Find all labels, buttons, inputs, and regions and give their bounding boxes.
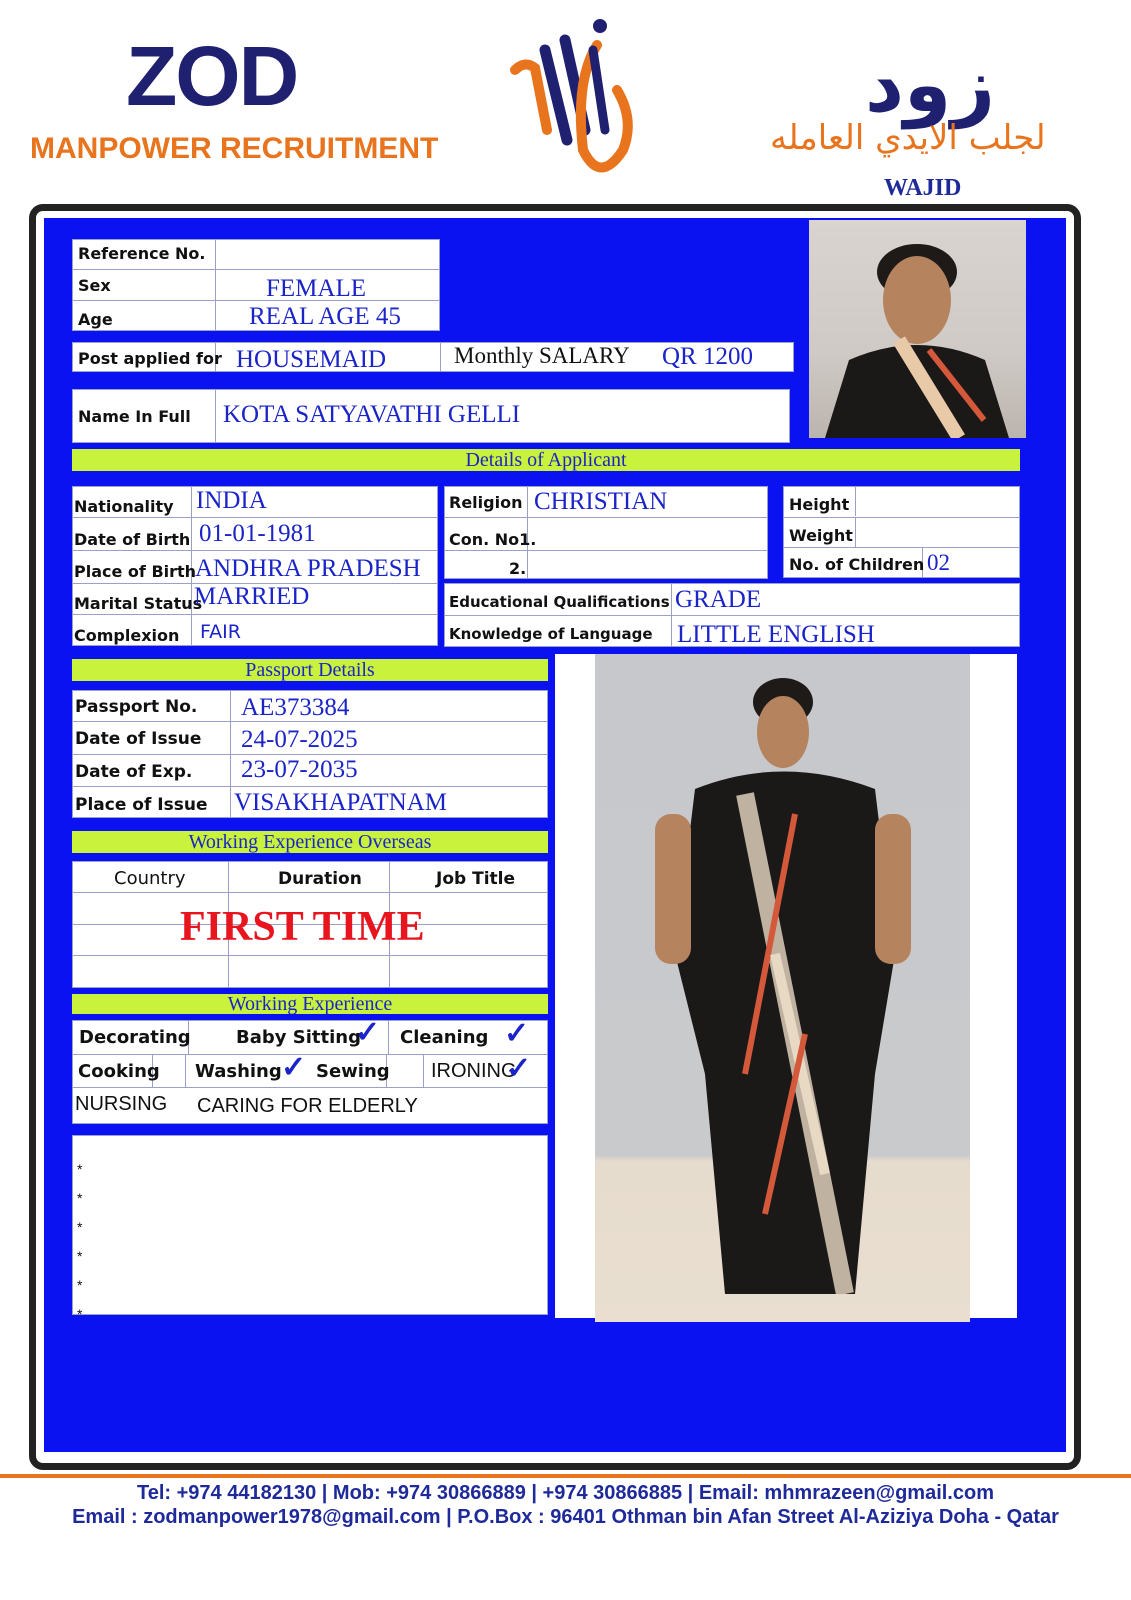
skill-nursing: NURSING (75, 1093, 168, 1115)
contact1-label: Con. No1. (449, 530, 537, 549)
first-time-note: FIRST TIME (180, 904, 425, 950)
arabic-brand: زود (865, 40, 995, 129)
arabic-subtitle: لجلب الايدي العامله (770, 118, 1046, 158)
baby-sitting-check-icon: ✓ (355, 1016, 381, 1049)
marital-label: Marital Status (74, 594, 203, 613)
pob-value: ANDHRA PRADESH (195, 555, 421, 582)
reference-label: Reference No. (78, 244, 206, 263)
passport-no-value: AE373384 (241, 694, 350, 721)
pob-label: Place of Birth (74, 562, 197, 581)
age-value: REAL AGE 45 (249, 303, 401, 330)
complexion-label: Complexion (74, 626, 180, 645)
skill-decorating: Decorating (79, 1027, 191, 1048)
note-item: * (77, 1219, 83, 1235)
children-value: 02 (927, 550, 950, 575)
dob-value: 01-01-1981 (199, 520, 316, 547)
brand-title: ZOD (126, 29, 298, 123)
note-item: * (77, 1306, 83, 1322)
dob-label: Date of Birth (74, 530, 191, 549)
education-label: Educational Qualifications (449, 593, 670, 611)
applicant-portrait (809, 220, 1026, 438)
col-country: Country (114, 868, 186, 889)
complexion-value: FAIR (200, 621, 241, 643)
skill-cleaning: Cleaning (400, 1027, 489, 1048)
issue-date-value: 24-07-2025 (241, 726, 358, 753)
ironing-check-icon: ✓ (506, 1052, 532, 1085)
religion-value: CHRISTIAN (534, 488, 668, 515)
name-label: Name In Full (78, 407, 191, 426)
contact2-label: 2. (509, 559, 527, 578)
language-value: LITTLE ENGLISH (677, 621, 875, 648)
exp-date-value: 23-07-2035 (241, 756, 358, 783)
experience-heading: Working Experience (72, 994, 548, 1014)
skill-washing: Washing (195, 1061, 282, 1082)
col-duration: Duration (278, 869, 362, 889)
note-item: * (77, 1190, 83, 1206)
skill-elderly: CARING FOR ELDERLY (197, 1095, 418, 1117)
issue-place-value: VISAKHAPATNAM (234, 789, 448, 816)
nationality-label: Nationality (74, 497, 174, 516)
skill-baby-sitting: Baby Sitting (236, 1027, 361, 1048)
details-heading: Details of Applicant (72, 449, 1020, 471)
brand-subtitle: MANPOWER RECRUITMENT (30, 132, 439, 165)
language-label: Knowledge of Language (449, 625, 653, 643)
weight-label: Weight (789, 526, 853, 545)
note-item: * (77, 1248, 83, 1264)
issue-date-label: Date of Issue (75, 729, 202, 749)
footer-contact-line: Tel: +974 44182130 | Mob: +974 30866889 | +974 30866885 | Email: mhmrazeen@gmail.com (137, 1482, 994, 1504)
notes-box (72, 1135, 548, 1315)
company-logo (505, 10, 640, 180)
children-label: No. of Children (789, 555, 925, 574)
exp-date-label: Date of Exp. (75, 762, 193, 782)
education-value: GRADE (675, 586, 762, 613)
issue-place-label: Place of Issue (75, 795, 208, 815)
note-item: * (77, 1277, 83, 1293)
salary-value: QR 1200 (662, 343, 753, 370)
passport-heading: Passport Details (72, 659, 548, 681)
post-label: Post applied for (78, 349, 222, 368)
applicant-full-photo (595, 654, 970, 1322)
sex-label: Sex (78, 276, 111, 295)
age-label: Age (78, 310, 113, 329)
col-job-title: Job Title (436, 869, 515, 889)
nationality-value: INDIA (196, 487, 267, 514)
sex-value: FEMALE (266, 275, 366, 302)
height-label: Height (789, 495, 850, 514)
name-value: KOTA SATYAVATHI GELLI (223, 401, 521, 428)
post-value: HOUSEMAID (236, 346, 386, 373)
notes-list (77, 1155, 82, 1329)
note-item: * (77, 1161, 83, 1177)
salary-label: Monthly SALARY (454, 343, 630, 368)
skill-cooking: Cooking (78, 1061, 160, 1082)
religion-label: Religion (449, 493, 523, 512)
wajid-label: WAJID (884, 175, 962, 201)
marital-value: MARRIED (194, 583, 310, 610)
overseas-heading: Working Experience Overseas (72, 831, 548, 853)
washing-check-icon: ✓ (281, 1051, 307, 1084)
passport-no-label: Passport No. (75, 697, 198, 717)
footer-divider (0, 1474, 1131, 1478)
skill-ironing: IRONING (431, 1060, 517, 1082)
skill-sewing: Sewing (316, 1061, 390, 1082)
cleaning-check-icon: ✓ (504, 1017, 530, 1050)
footer-address-line: Email : zodmanpower1978@gmail.com | P.O.Box : 96401 Othman bin Afan Street Al-Aziziya Doha - Qatar (72, 1506, 1059, 1528)
